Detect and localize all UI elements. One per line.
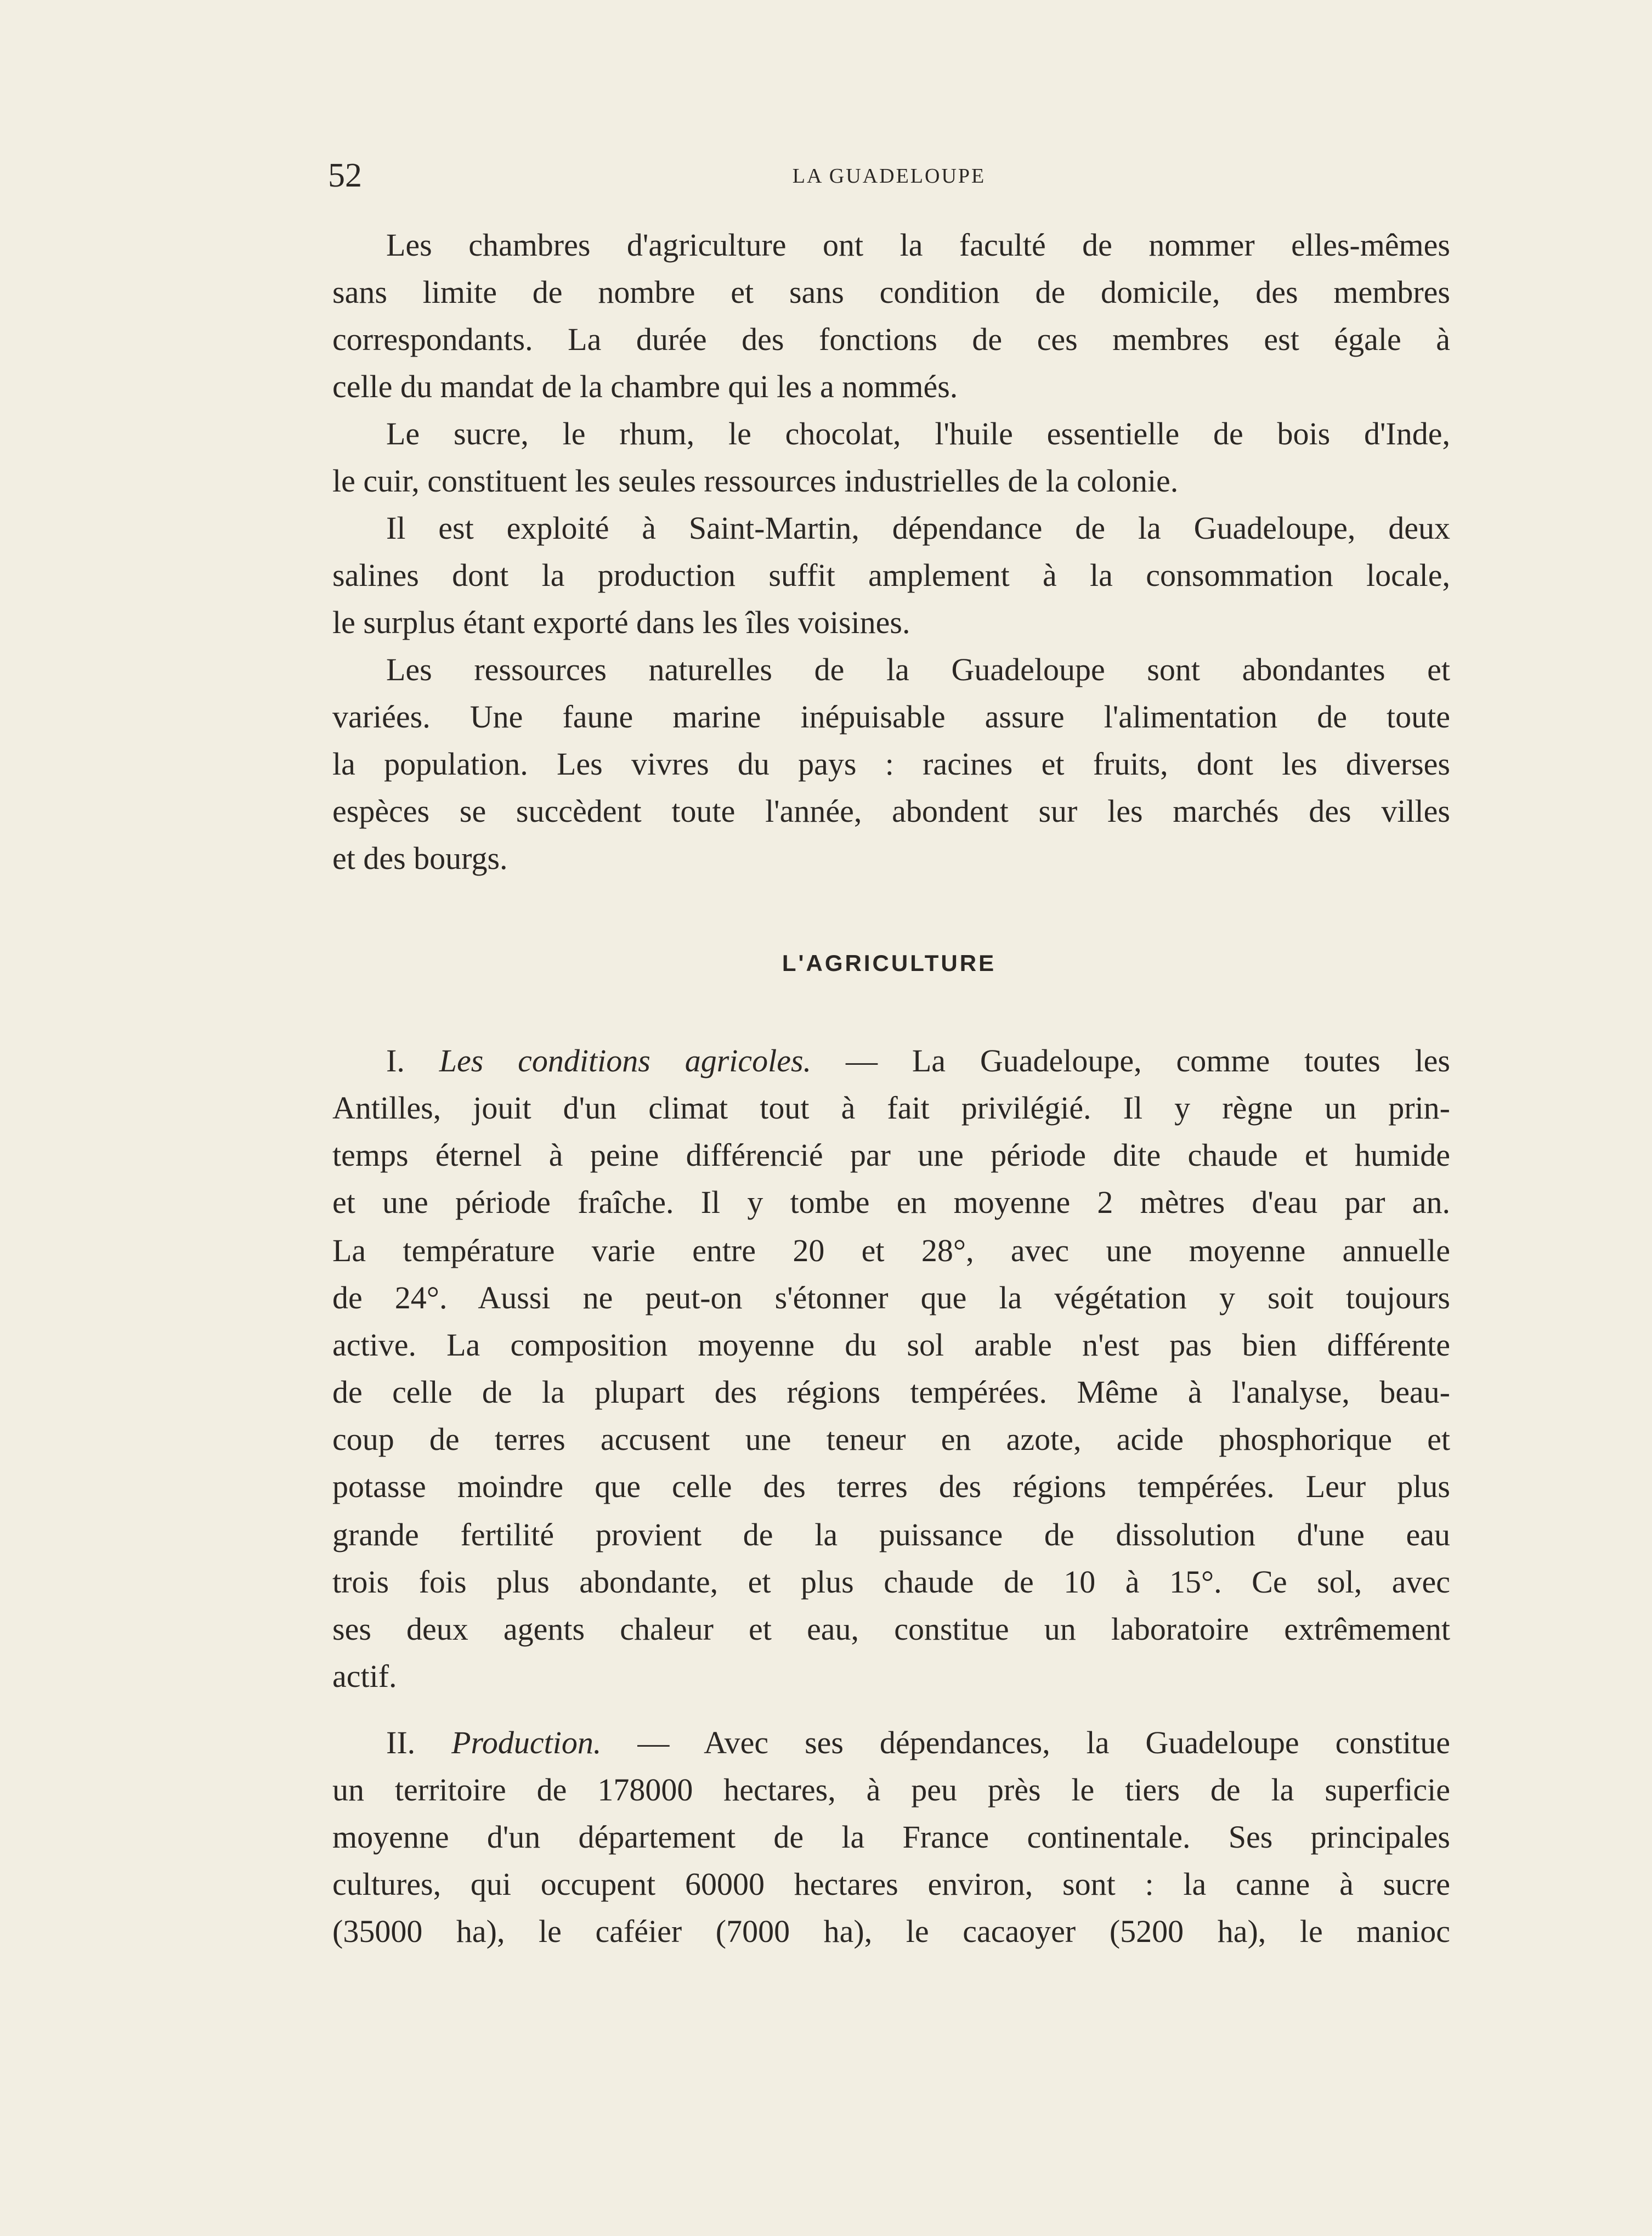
text-line: Le sucre, le rhum, le chocolat, l'huile essentielle de bois d'Inde,	[386, 416, 1450, 451]
running-title: LA GUADELOUPE	[792, 165, 986, 188]
text-line: active. La composition moyenne du sol arable n'est pas bien différente	[332, 1327, 1450, 1363]
text-line: moyenne d'un département de la France continentale. Ses principales	[332, 1819, 1450, 1855]
text-line: un territoire de 178000 hectares, à peu près le tiers de la superficie	[332, 1772, 1450, 1808]
text-line: temps éternel à peine différencié par une période dite chaude et humide	[332, 1137, 1450, 1173]
page-number: 52	[328, 157, 362, 194]
text-line: sans limite de nombre et sans condition de domicile, des membres	[332, 274, 1450, 310]
section-heading: L'AGRICULTURE	[782, 950, 997, 976]
text-line: Il est exploité à Saint-Martin, dépendance de la Guadeloupe, deux	[386, 510, 1450, 546]
text-line: variées. Une faune marine inépuisable assure l'alimentation de toute	[332, 699, 1450, 735]
text-line: coup de terres accusent une teneur en azote, acide phosphorique et	[332, 1421, 1450, 1457]
text-line: Antilles, jouit d'un climat tout à fait privilégié. Il y règne un prin-	[332, 1090, 1450, 1126]
text-line: et une période fraîche. Il y tombe en moyenne 2 mètres d'eau par an.	[332, 1184, 1450, 1220]
text-line: actif.	[332, 1658, 397, 1694]
text-line: trois fois plus abondante, et plus chaude de 10 à 15°. Ce sol, avec	[332, 1564, 1450, 1600]
section-subtitle: Les conditions agricoles.	[439, 1043, 812, 1079]
text-line: (35000 ha), le caféier (7000 ha), le cacaoyer (5200 ha), le manioc	[332, 1913, 1450, 1949]
text-line: grande fertilité provient de la puissance de dissolution d'une eau	[332, 1517, 1450, 1552]
text-line: de celle de la plupart des régions tempérées. Même à l'analyse, beau-	[332, 1374, 1450, 1410]
text-line: correspondants. La durée des fonctions de ces membres est égale à	[332, 321, 1450, 357]
text-line: celle du mandat de la chambre qui les a nommés.	[332, 369, 958, 404]
text-line: le surplus étant exporté dans les îles voisines.	[332, 605, 910, 640]
section-subtitle: Production.	[451, 1725, 602, 1760]
text-line	[386, 1719, 1450, 1766]
text-line: de 24°. Aussi ne peut-on s'étonner que la végétation y soit toujours	[332, 1280, 1450, 1315]
text-span: — La Guadeloupe, comme toutes les	[811, 1043, 1450, 1079]
text-line: potasse moindre que celle des terres des régions tempérées. Leur plus	[332, 1469, 1450, 1504]
text-line: le cuir, constituent les seules ressources industrielles de la colonie.	[332, 463, 1179, 499]
text-span: — Avec ses dépendances, la Guadeloupe constitue	[601, 1725, 1450, 1760]
text-line	[386, 1037, 1450, 1085]
text-line: cultures, qui occupent 60000 hectares environ, sont : la canne à sucre	[332, 1866, 1450, 1902]
text-line: la population. Les vivres du pays : racines et fruits, dont les diverses	[332, 746, 1450, 782]
text-line: salines dont la production suffit amplement à la consommation locale,	[332, 557, 1450, 593]
text-line: et des bourgs.	[332, 840, 508, 876]
text-line: Les ressources naturelles de la Guadeloupe sont abondantes et	[386, 652, 1450, 687]
text-line: espèces se succèdent toute l'année, abondent sur les marchés des villes	[332, 793, 1450, 829]
text-line: Les chambres d'agriculture ont la faculté de nommer elles-mêmes	[386, 227, 1450, 263]
text-span: II.	[386, 1725, 452, 1760]
text-span: I.	[386, 1043, 439, 1079]
text-line: ses deux agents chaleur et eau, constitue un laboratoire extrêmement	[332, 1611, 1450, 1647]
text-line: La température varie entre 20 et 28°, avec une moyenne annuelle	[332, 1233, 1450, 1268]
